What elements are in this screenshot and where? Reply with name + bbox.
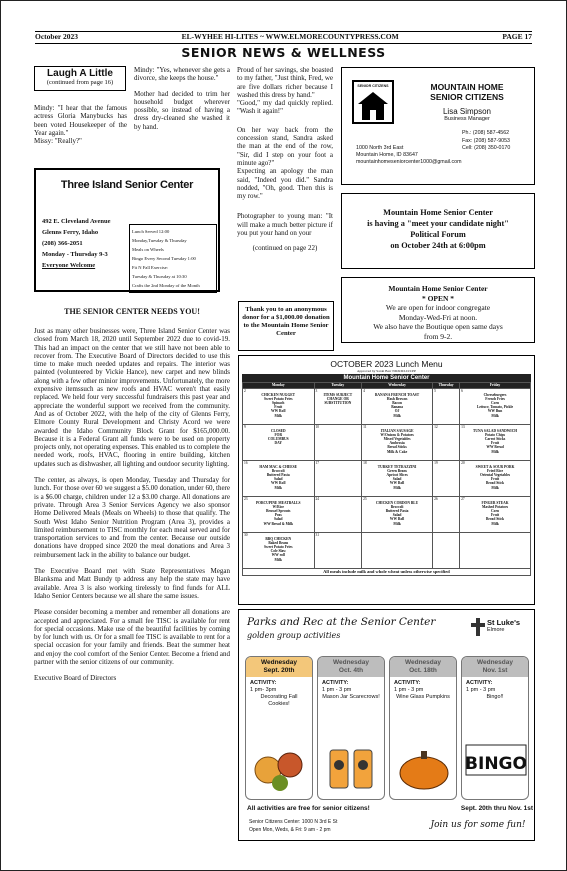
senior-citizens-logo [352, 80, 394, 124]
laugh-col2-p1: Mindy: "Yes, whenever she gets a divorce, she keeps the house." [134, 66, 230, 83]
menu-day-cell [433, 461, 460, 497]
menu-week-row [243, 533, 531, 569]
menu-week-row [243, 425, 531, 461]
menu-item-text: HAM MAC & CHEESE Broccoli Buttered Pasta Salad WW Roll Milk [259, 465, 298, 490]
laugh-continued: (continued from page 16) [46, 79, 114, 86]
laugh-col2-p2: Mother had decided to trim her household budget wherever possible, so instead of having a dress dry-cleaned she washed it by hand. [134, 89, 230, 131]
open-line2: * OPEN * [421, 293, 455, 303]
menu-date-number: 13 [461, 425, 465, 429]
three-island-city: Glenns Ferry, Idaho [42, 229, 99, 236]
thank-you-notice: Thank you to an anonymous donor for a $1,000.00 donation to the Mountain Home Senior Center [238, 301, 334, 351]
menu-date-number: 18 [363, 461, 367, 465]
menu-date-number: 10 [315, 425, 320, 429]
menu-date-number: 3 [315, 389, 318, 393]
mh-name-line1: MOUNTAIN HOME [430, 82, 504, 92]
forum-line1: Mountain Home Senior Center [383, 208, 493, 217]
schedule-line: Crafts the 2nd Monday of the Month [132, 283, 200, 288]
menu-date-number: 6 [461, 389, 463, 393]
menu-approved: Approved by Sarah Barr ND/RD/LD/CPP [357, 369, 416, 373]
three-island-phone: (208) 366-2051 [42, 240, 83, 247]
three-island-title: Three Island Senior Center [60, 179, 194, 191]
menu-day-cell [433, 533, 460, 569]
menu-item-text: SWEET & SOUR PORK Fried Rice Oriental Vegetables Fruit Bread Stick Milk [475, 465, 515, 490]
activity-illustration-icon [248, 725, 312, 795]
menu-date-number: 30 [244, 533, 248, 537]
activity-time: 1 pm - 3 pm [466, 687, 496, 693]
activity-card [245, 656, 313, 800]
laugh-col3 [237, 66, 333, 253]
open-line6: from 9-2. [423, 331, 453, 341]
activity-date: Oct. 18th [409, 666, 437, 674]
logo-text: SENIOR CITIZENS [357, 84, 389, 88]
article-p3: The Executive Board met with State Representatives Megan Blanksma and Matt Bundy tp address any help the state may have available. Area 3 is also working tirelessly to find funds for ALL Idaho Senior Centers because we all share the same issues. [34, 567, 230, 600]
mh-name-line2: SENIOR CITIZENS [430, 92, 504, 102]
menu-date-number: 27 [461, 497, 465, 501]
senior-center-article [34, 307, 230, 683]
schedule-line: Monday,Tuesday & Thursday [132, 238, 187, 243]
forum-line3: Political Forum [410, 230, 466, 239]
activity-label: ACTIVITY: [250, 680, 277, 686]
laugh-col1-p1: Mindy: "I hear that the famous actress Gloria Manybucks has been voted Housekeeper of the Year again." [34, 104, 127, 137]
mh-role: Business Manager [444, 116, 490, 122]
menu-center-name: Mountain Home Senior Center [242, 374, 531, 382]
menu-day-cell [460, 497, 531, 533]
menu-date-number: 19 [434, 461, 438, 465]
activity-details [246, 677, 312, 711]
menu-date-number: 9 [244, 425, 246, 429]
laugh-col3-p3: On her way back from the concession stand, Sandra asked the man at the end of the row, "Sir, did I step on your foot a minute ago?" [237, 125, 333, 167]
mh-person: Lisa Simpson [442, 107, 492, 116]
activity-illustration-icon [392, 725, 456, 795]
header-publication: EL-WYHEE HI-LITES ~ WWW.ELMORECOUNTYPRESS.COM [181, 32, 399, 41]
menu-day-cell [314, 389, 362, 425]
three-island-info [42, 216, 124, 271]
menu-date-number: 23 [244, 497, 248, 501]
mh-name [402, 82, 532, 102]
mh-address [356, 145, 476, 166]
header-month: October 2023 [35, 32, 78, 41]
three-island-ad [34, 168, 220, 292]
menu-day-cell [314, 533, 362, 569]
menu-table [242, 382, 531, 569]
parks-open-hours: Open Mon, Weds, & Fri: 9 am - 2 pm [249, 827, 331, 833]
schedule-line: Tuesday & Thursday at 10:30 [132, 274, 187, 279]
activity-date: Nov. 1st [482, 666, 508, 674]
activity-card [389, 656, 457, 800]
activity-label: ACTIVITY: [394, 680, 421, 686]
menu-body [243, 389, 531, 569]
schedule-line: Lunch Served 12:00 [132, 229, 170, 234]
menu-date-number: 17 [315, 461, 320, 465]
three-island-address: 492 E. Cleveland Avenue [42, 218, 111, 225]
menu-day-header: Friday [460, 383, 531, 389]
menu-day-cell [243, 461, 315, 497]
article-p2: The center, as always, is open Monday, Tuesday and Thursday for lunch. For those over 60 we suggest a $5.00 donation, under 60, there is a $6.00 charge, children under 12 a $3.00 charge. All donations are private. Through Area 3 Senior Services Agency we also sponsor Home Delivered Meals (Meals on Wheels) to those that qualify. The South West Idaho Senior Nutrition Program (Area 3), provides a limited reimbursement to TISC monthly for each meal served and for transportation services to and from the center. Because our outside donations have dropped since 2020 the meal donations and Area 3 reimbursement lack in the ability to balance our budget. [34, 476, 230, 559]
laugh-col3-continued: (continued on page 22) [252, 244, 318, 253]
parks-address: Senior Citizens Center: 1000 N 3rd E St [249, 819, 338, 825]
menu-date-number: 26 [434, 497, 438, 501]
laugh-col2 [134, 66, 230, 131]
menu-day-cell [460, 389, 531, 425]
menu-date-number: 11 [363, 425, 367, 429]
menu-item-text: TUNA SALAD SANDWICH Potato Chips Carrot Sticks Fruit WW Bread Milk [472, 429, 518, 454]
activity-card [317, 656, 385, 800]
activity-name: Decorating Fall Cookies! [260, 694, 298, 707]
menu-item-text: BANANA FRENCH TOAST Hash Browns Bacon Banana OJ Milk [374, 393, 420, 418]
menu-item-text: TURKEY TETRAZZINI Green Beans Apricot Slices Salad WW Roll Milk [377, 465, 417, 490]
menu-day-cell [314, 497, 362, 533]
header-bottom-rule [35, 43, 532, 44]
menu-day-cell [362, 497, 433, 533]
open-line4: Monday-Wed-Fri at noon. [398, 312, 478, 322]
laugh-col3-p2: "Good," my dad quickly replied. "Wash it again!" [237, 99, 333, 116]
article-p1: Just as many other businesses were, Three Island Senior Center was closed from March 18, 2020 until September 2022 due to covid-19. This had an impact on the center that we still have not been able to recover from. The Executive Board of Directors decided to use this time to make much needed updates and repairs. The interior was painted (volunteered by Vickie Hance), new carpet and new blinds along with a few other minior improvements. Unfortunately, the more expensive itemssuch as new roofs and HVAC weren't that easily replaced. We held four very successful fundraisers this past year and appreciate the wonderful support we received from the community. And as of October 2022, with the help of the city of Glenns Ferry, Elmore County Rural Development and Christy Acord we were awarded the Idaho Community Block Grant for $165,000.00. Because it is a Federal Grant all funds were to be used on property projects only, not operating expenses. This enabled us to complete the needed work, roofs, HVAC, flooring in entire building, kitchen updates such as dishwasher, all lighting and outdoor security lighting. [34, 327, 230, 468]
parks-title: Parks and Rec at the Senior Center [247, 616, 436, 628]
mh-cell: Cell: (208) 350-0170 [462, 145, 511, 151]
menu-item-text: FINGER STEAK Mashed Potatoes Corn Fruit Bread Stick Milk [481, 501, 509, 526]
political-forum-notice [341, 193, 535, 269]
activity-details [318, 677, 384, 704]
activity-name: Wine Glass Pumpkins [396, 694, 450, 700]
menu-date-number: 12 [434, 425, 438, 429]
open-line3: We are open for indoor congregate [385, 303, 491, 312]
activity-label: ACTIVITY: [466, 680, 493, 686]
laugh-col3-p5: Photographer to young man: "It will make a much better picture if you put your hand on your [237, 212, 333, 238]
mh-phone: Ph.: (208) 587-4562 [462, 130, 510, 136]
menu-title: OCTOBER 2023 Lunch Menu [330, 359, 443, 369]
menu-item-text: ITALIAN SAUSAGE W/Onions & Potatoes Mixed Vegetables Ambrosia Bread Sticks Milk & Cake [380, 429, 414, 454]
laugh-col3-p1: Proud of her savings, she boasted to my father, "Just think, Fred, we are five dollars richer because I washed this dress by hand." [237, 66, 333, 99]
menu-day-cell [362, 389, 433, 425]
activity-day: Wednesday [476, 659, 513, 666]
laugh-heading: Laugh A Little [47, 68, 113, 79]
laugh-heading-box [34, 66, 126, 91]
activity-time: 1 pm - 3 pm [394, 687, 424, 693]
activity-date-header [246, 657, 312, 677]
open-notice [341, 277, 535, 343]
mh-address-line1: 1000 North 3rd East [356, 145, 404, 151]
cross-icon [471, 618, 485, 636]
parks-date-range: Sept. 20th thru Nov. 1st [460, 805, 533, 812]
menu-date-number: 4 [363, 389, 365, 393]
three-island-welcome: Everyone Welcome [42, 262, 96, 269]
three-island-hours: Monday - Thursday 9-3 [42, 251, 108, 258]
menu-day-cell [433, 497, 460, 533]
schedule-line: Bingo Every Second Tuesday 1:00 [132, 256, 196, 261]
activity-illustration-icon [320, 725, 384, 795]
mh-email: mountainhomeseniorcenter1000@gmail.com [356, 159, 462, 165]
menu-date-number: 2 [244, 389, 246, 393]
menu-date-number: 24 [315, 497, 320, 501]
activity-day: Wednesday [332, 659, 369, 666]
menu-item-text: Cheeseburgers French Fries Corn Lettuce, Tomato, Pickle WW Bun Milk [476, 393, 514, 418]
menu-date-number: 31 [315, 533, 320, 537]
open-line1: Mountain Home Senior Center [388, 284, 488, 293]
activity-time: 1 pm - 3 pm [322, 687, 352, 693]
menu-item-text: BBQ CHICKEN Baked Beans Sweet Potato Fries Cole Slaw WW roll Milk [263, 537, 293, 562]
menu-day-cell [243, 533, 315, 569]
menu-day-cell [314, 461, 362, 497]
three-island-schedule [129, 224, 217, 293]
menu-day-cell [243, 425, 315, 461]
menu-day-cell [362, 461, 433, 497]
st-lukes-logo [471, 618, 531, 636]
menu-day-cell [433, 425, 460, 461]
open-line5: We also have the Boutique open same days [373, 322, 503, 331]
menu-date-number: 25 [363, 497, 367, 501]
activity-name: Mason Jar Scarecrows! [322, 694, 380, 700]
activity-date-header [390, 657, 456, 677]
menu-day-header: Tuesday [314, 383, 362, 389]
parks-join: Join us for some fun! [430, 820, 526, 830]
menu-week-row [243, 461, 531, 497]
laugh-col3-p4: Expecting an apology the man said, "Indeed you did." Sandra nodded, "Oh, good. Then this is my row." [237, 167, 333, 201]
menu-day-cell [460, 425, 531, 461]
menu-day-header: Monday [243, 383, 315, 389]
menu-day-cell [362, 533, 433, 569]
menu-day-cell [460, 461, 531, 497]
header-page-number: PAGE 17 [502, 32, 532, 41]
parks-subtitle: golden group activities [247, 631, 341, 640]
lunch-menu [238, 355, 535, 605]
section-title: SENIOR NEWS & WELLNESS [181, 45, 386, 60]
menu-date-number: 5 [434, 389, 436, 393]
parks-free-note: All activities are free for senior citizens! [247, 805, 370, 812]
menu-day-cell [243, 389, 315, 425]
menu-item-text: PORCUPINE MEATBALLS W/Rice Brussel Sprouts Peas Salad WW Bread & Milk [255, 501, 301, 526]
article-signature: Executive Board of Directors [34, 674, 117, 683]
menu-date-number: 20 [461, 461, 465, 465]
sponsor-name: St Luke's [487, 618, 521, 627]
menu-day-cell [460, 533, 531, 569]
forum-line2: is having a "meet your candidate night" [367, 219, 509, 228]
menu-item-text: ITEMS SUBJECT CHANGE OR SUBSTITUTION [323, 393, 353, 406]
menu-date-number: 16 [244, 461, 248, 465]
activity-date-header [462, 657, 528, 677]
activity-details [390, 677, 456, 704]
schedule-line: Meals on Wheels [132, 247, 164, 252]
parks-location [249, 818, 399, 834]
activity-day: Wednesday [404, 659, 441, 666]
mh-address-line2: Mountain Home, ID 83647 [356, 152, 418, 158]
activity-date-header [318, 657, 384, 677]
svg-text:BINGO: BINGO [465, 754, 527, 774]
article-p4: Please consider becoming a member and remember all donations are accepted and appreciated. For a small fee TISC is available for rent for special occasions. Make use of the beautiful facilities by coming by for lunch with us. Or for a small fee TISC is available to rent for a special occasion for your family and friends. Beat the summer heat and enjoy the cool comfort of the Senior Center. Become a friend and partner with the senior citizens of our community. [34, 608, 230, 666]
article-body [34, 327, 230, 683]
header-top-rule [35, 31, 532, 32]
parks-rec-flyer [238, 609, 535, 841]
mh-fax: Fax: (208) 587-9053 [462, 137, 510, 144]
activity-name: Bingo!! [486, 694, 504, 700]
menu-item-text: CHICKEN NUGGET Sweet Potato Fries Spinach Fruit WW Roll Milk [261, 393, 296, 418]
activity-time: 1 pm- 3pm [250, 687, 277, 693]
menu-day-cell [433, 389, 460, 425]
forum-line4: on October 24th at 6:00pm [390, 241, 486, 250]
activity-date: Oct. 4th [338, 666, 364, 674]
menu-item-text: CHICKEN CORDON BLU Broccoli Buttered Pasta Salad WW Roll Milk [375, 501, 419, 526]
activity-date: Sept. 20th [263, 666, 295, 674]
laugh-col1-p2: Missy: "Really?" [34, 137, 82, 146]
menu-week-row [243, 497, 531, 533]
schedule-line: Fit N Fall Exercise: [132, 265, 169, 270]
menu-day-header: Wednesday [362, 383, 433, 389]
activity-day: Wednesday [260, 659, 297, 666]
house-icon [354, 88, 392, 122]
activity-illustration-icon [464, 725, 528, 795]
menu-item-text: CLOSED FOR COLUMBUS DAY [267, 429, 289, 446]
mountain-home-business-card [341, 67, 535, 185]
menu-day-header: Thursday [433, 383, 460, 389]
menu-footer: All meals include milk and whole wheat unless otherwise specified [242, 569, 531, 576]
sponsor-location: Elmore [487, 627, 505, 633]
menu-day-cell [243, 497, 315, 533]
activity-details [462, 677, 528, 704]
menu-day-cell [362, 425, 433, 461]
menu-day-cell [314, 425, 362, 461]
activity-card [461, 656, 529, 800]
activity-label: ACTIVITY: [322, 680, 349, 686]
laugh-col1 [34, 104, 127, 145]
article-heading: THE SENIOR CENTER NEEDS YOU! [64, 307, 200, 316]
menu-week-row [243, 389, 531, 425]
